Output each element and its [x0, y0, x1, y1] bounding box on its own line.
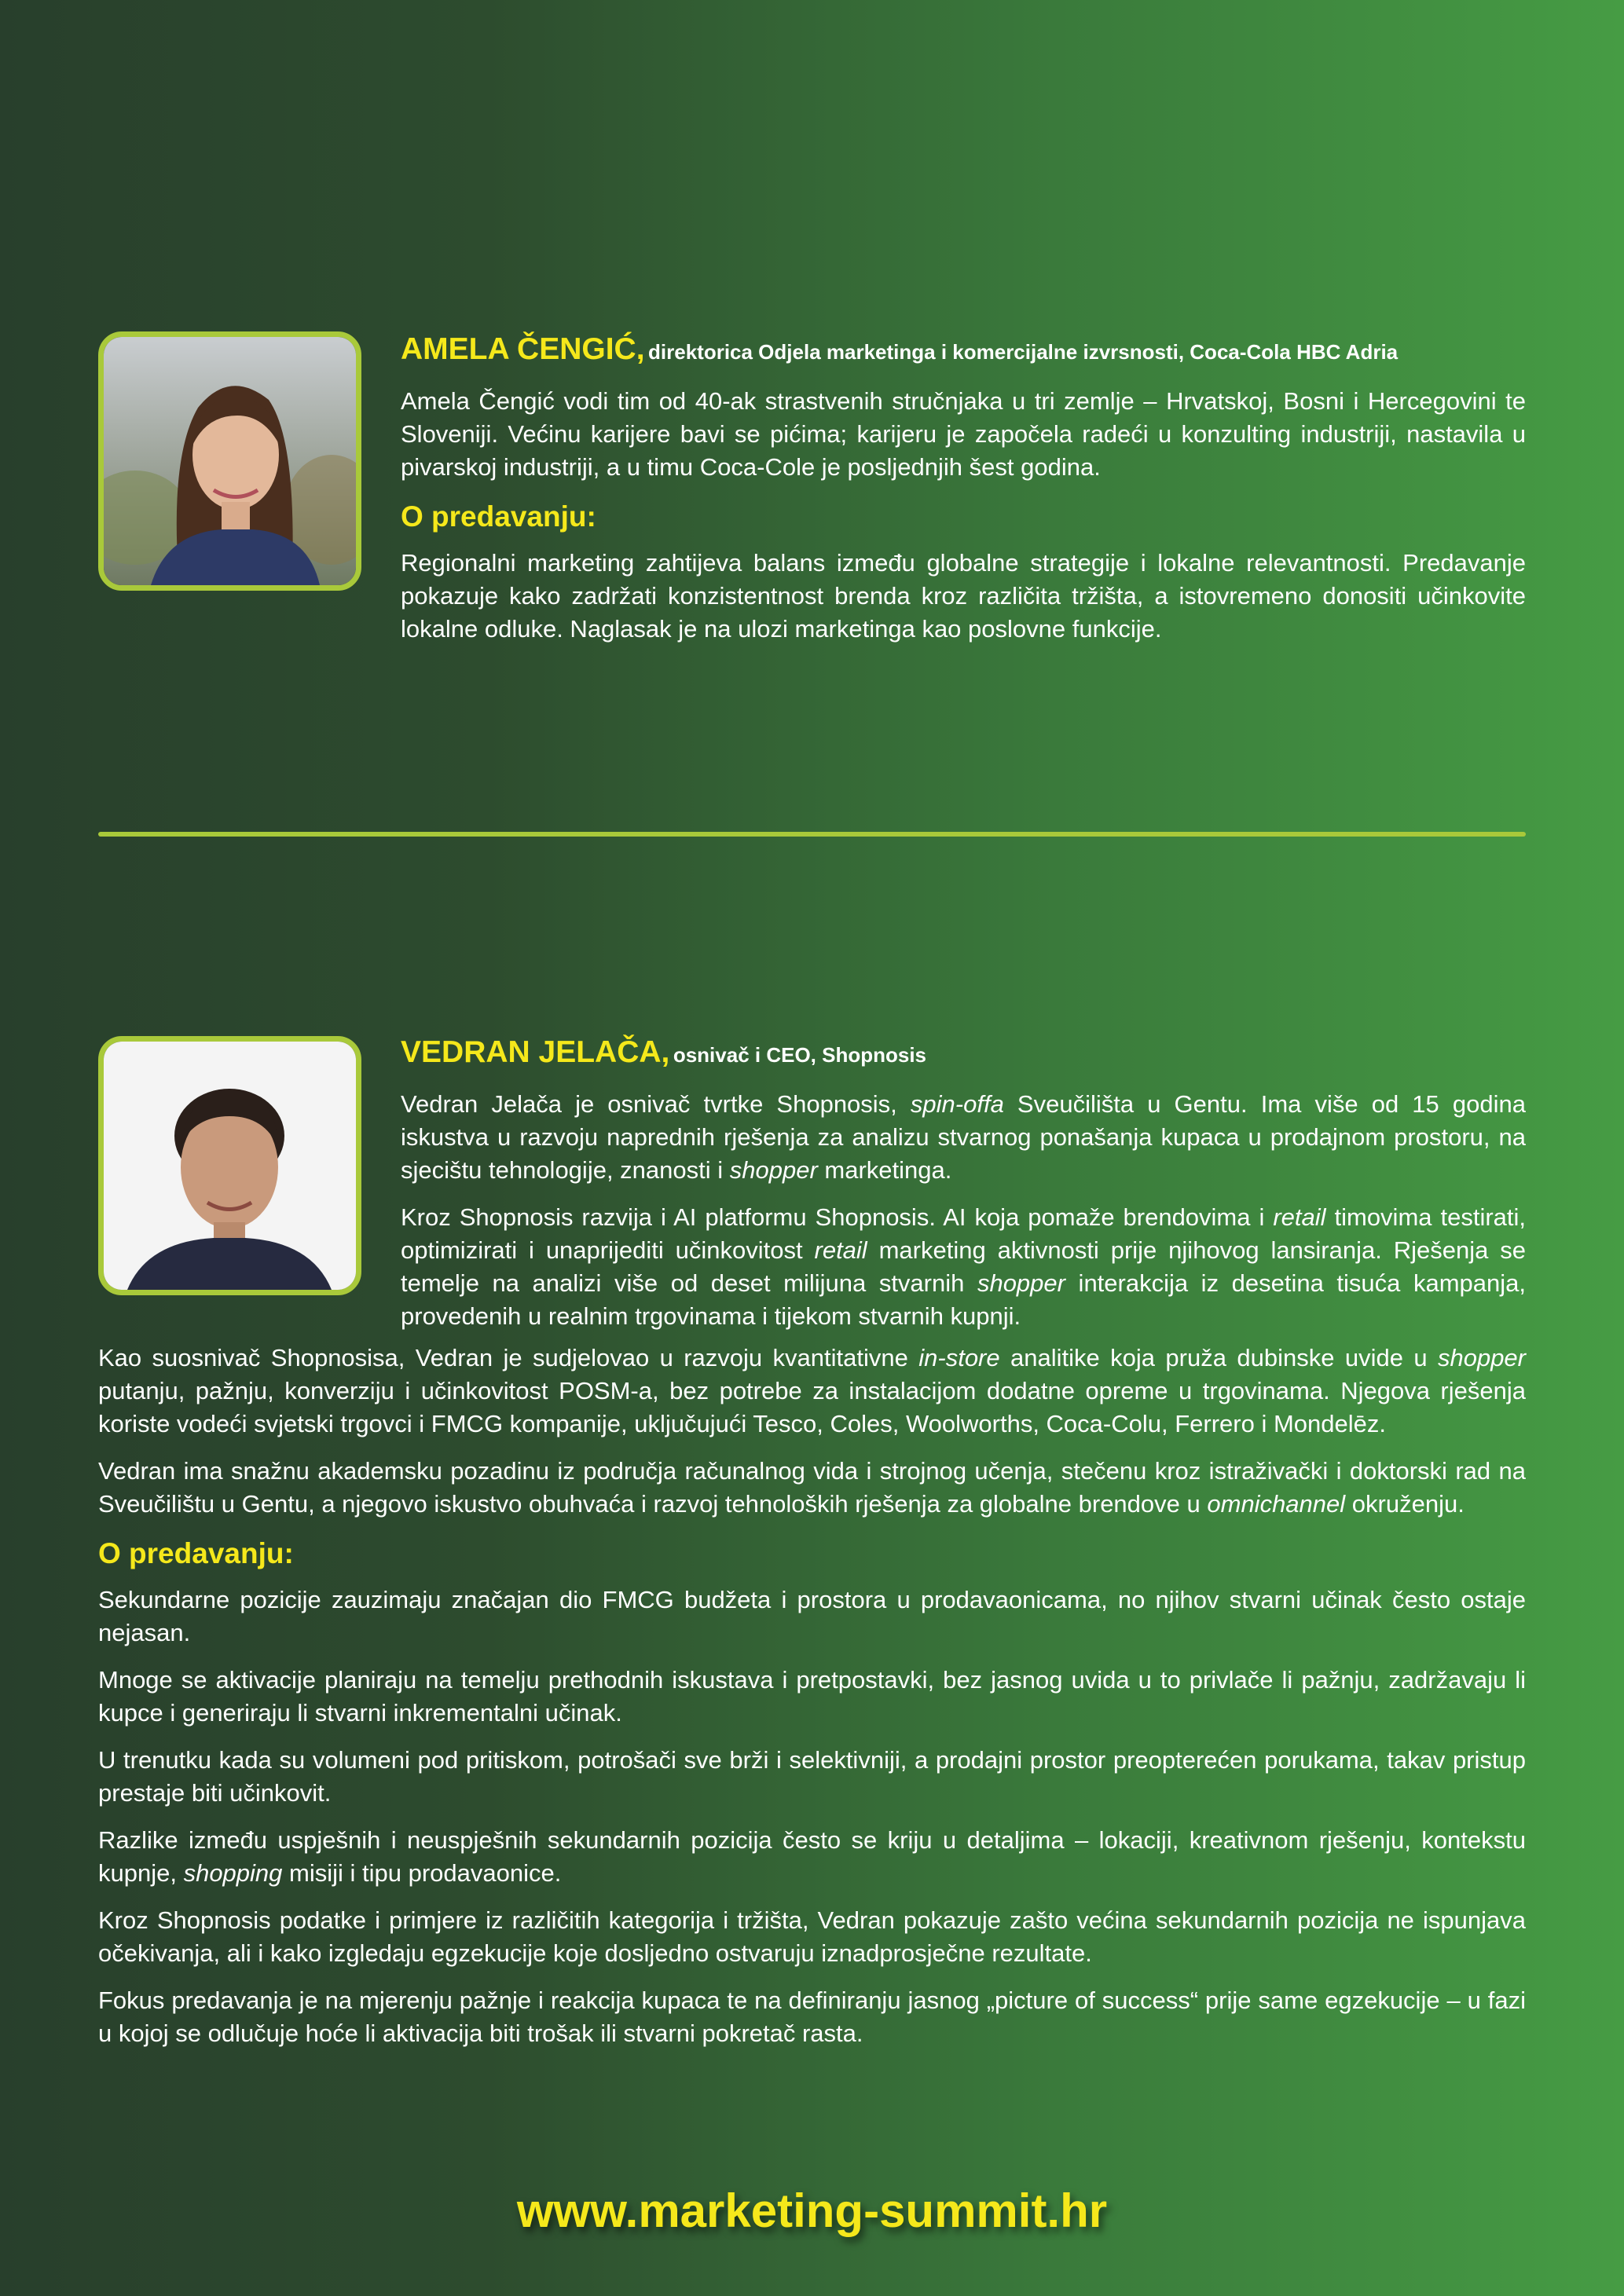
emphasized-text: retail: [814, 1236, 867, 1264]
lecture-paragraph: [98, 1584, 1526, 1650]
lecture-description: Regionalni marketing zahtijeva balans između globalne strategije i lokalne relevantnosti. Predavanje pokazuje kako zadržati konzistentnost brenda kroz različita tržišta, a istovremeno donositi učinkovite lokalne odluke. Naglasak je na ulozi marketinga kao poslovne funkcije.: [401, 549, 1526, 643]
lecture-paragraph: [98, 1824, 1526, 1890]
text-run: okruženju.: [1345, 1490, 1465, 1518]
emphasized-text: retail: [1273, 1203, 1326, 1231]
speaker-amela-section: [98, 331, 1526, 661]
speaker-role: osnivač i CEO, Shopnosis: [673, 1043, 927, 1067]
lecture-paragraph: [98, 1984, 1526, 2050]
text-run: misiji i tipu prodavaonice.: [282, 1859, 562, 1887]
speaker-bio-paragraph: [401, 1201, 1526, 1333]
text-run: Kroz Shopnosis razvija i AI platformu Shopnosis. AI koja pomaže brendovima i: [401, 1203, 1274, 1231]
section-divider: [98, 832, 1526, 837]
text-run: Kroz Shopnosis podatke i primjere iz različitih kategorija i tržišta, Vedran pokazuje zašto većina sekundarnih pozicija ne ispunjava očekivanja, ali i kako izgledaju egzekucije koje dosljedno ostvaruju iznadprosječne rezultate.: [98, 1906, 1526, 1967]
text-run: marketinga.: [817, 1156, 952, 1184]
text-run: Fokus predavanja je na mjerenju pažnje i reakcija kupaca te na definiranju jasnog „picture of success“ prije same egzekucije – u fazi u kojoj se odlučuje hoće li aktivacija biti trošak ili stvarni pokretač rasta.: [98, 1987, 1526, 2047]
lecture-paragraph: [98, 1744, 1526, 1810]
speaker-vedran-full-width: [98, 1342, 1526, 2064]
text-run: interakcija iz desetina tisuća kampanja, provedenih u realnim trgovinama i tijekom stvarnih kupnji.: [401, 1269, 1526, 1330]
text-run: Razlike između uspješnih i neuspješnih sekundarnih pozicija često se kriju u detaljima – lokaciji, kreativnom rješenju, kontekstu kupnje,: [98, 1826, 1526, 1887]
emphasized-text: shopper: [729, 1156, 818, 1184]
speaker-role: direktorica Odjela marketinga i komercijalne izvrsnosti, Coca-Cola HBC Adria: [648, 340, 1399, 364]
emphasized-text: shopper: [977, 1269, 1065, 1297]
text-run: analitike koja pruža dubinske uvide u: [999, 1344, 1438, 1371]
speaker-amela-heading: [401, 331, 1526, 374]
speaker-bio-paragraph: [98, 1342, 1526, 1441]
portrait-amela-image: [104, 337, 356, 585]
emphasized-text: omnichannel: [1207, 1490, 1346, 1518]
lecture-heading: O predavanju:: [98, 1537, 294, 1569]
lecture-paragraph: [98, 1664, 1526, 1730]
emphasized-text: in-store: [918, 1344, 1000, 1371]
text-run: Sveučilišta u Gentu. Ima više od 15 godina iskustva u razvoju naprednih rješenja za analizu stvarnog ponašanja kupaca u prodajnom prostoru, na sjecištu tehnologije, znanosti i: [401, 1090, 1526, 1184]
lecture-heading: O predavanju:: [401, 500, 596, 533]
speaker-bio-block: [401, 1088, 1526, 1333]
lecture-paragraph: [98, 1904, 1526, 1970]
text-run: putanju, pažnju, konverziju i učinkovitost POSM-a, bez potrebe za instalacijom dodatne opreme u trgovinama. Njegova rješenja koriste vodeći svjetski trgovci i FMCG kompanije, uključujući Tesco, Coles, Woolworths, Coca-Colu, Ferrero i Mondelēz.: [98, 1377, 1526, 1437]
emphasized-text: shopper: [1437, 1344, 1526, 1371]
speaker-photo-amela: [98, 331, 361, 591]
text-run: marketing aktivnosti prije njihovog lansiranja. Rješenja se temelje na analizi više od deset milijuna stvarnih: [401, 1236, 1526, 1297]
speaker-vedran-section: [98, 1034, 1526, 1333]
speaker-amela-content: [401, 331, 1526, 660]
speaker-name: AMELA ČENGIĆ,: [401, 332, 645, 366]
speaker-vedran-content: [401, 1034, 1526, 1347]
portrait-vedran-image: [104, 1042, 356, 1290]
speaker-photo-vedran: [98, 1036, 361, 1295]
emphasized-text: spin-offa: [910, 1090, 1004, 1118]
speaker-name: VEDRAN JELAČA,: [401, 1035, 670, 1069]
speaker-bio-paragraph: [98, 1455, 1526, 1521]
speaker-vedran-heading: [401, 1034, 1526, 1077]
emphasized-text: shopping: [183, 1859, 283, 1887]
text-run: Vedran ima snažnu akademsku pozadinu iz područja računalnog vida i strojnog učenja, stečenu kroz istraživački i doktorski rad na Sveučilištu u Gentu, a njegovo iskustvo obuhvaća i razvoj tehnoloških rješenja za globalne brendove u: [98, 1457, 1526, 1518]
footer-website-link[interactable]: www.marketing-summit.hr: [516, 2184, 1108, 2237]
speaker-bio: Amela Čengić vodi tim od 40-ak strastvenih stručnjaka u tri zemlje – Hrvatskoj, Bosni i Hercegovini te Sloveniji. Većinu karijere bavi se pićima; karijeru je započela radeći u konzulting industriji, nastavila u pivarskoj industriji, a u timu Coca-Cole je posljednjih šest godina.: [401, 387, 1526, 481]
text-run: Sekundarne pozicije zauzimaju značajan dio FMCG budžeta i prostora u prodavaonicama, no njihov stvarni učinak često ostaje nejasan.: [98, 1586, 1526, 1646]
text-run: Vedran Jelača je osnivač tvrtke Shopnosis,: [401, 1090, 911, 1118]
speaker-bio-paragraph: [401, 1088, 1526, 1187]
text-run: U trenutku kada su volumeni pod pritiskom, potrošači sve brži i selektivniji, a prodajni prostor preopterećen porukama, takav pristup prestaje biti učinkovit.: [98, 1746, 1526, 1807]
text-run: Mnoge se aktivacije planiraju na temelju prethodnih iskustava i pretpostavki, bez jasnog uvida u to privlače li pažnju, zadržavaju li kupce i generiraju li stvarni inkrementalni učinak.: [98, 1666, 1526, 1727]
text-run: timovima testirati, optimizirati i unaprijediti učinkovitost: [401, 1203, 1527, 1264]
text-run: Kao suosnivač Shopnosisa, Vedran je sudjelovao u razvoju kvantitativne: [98, 1344, 919, 1371]
